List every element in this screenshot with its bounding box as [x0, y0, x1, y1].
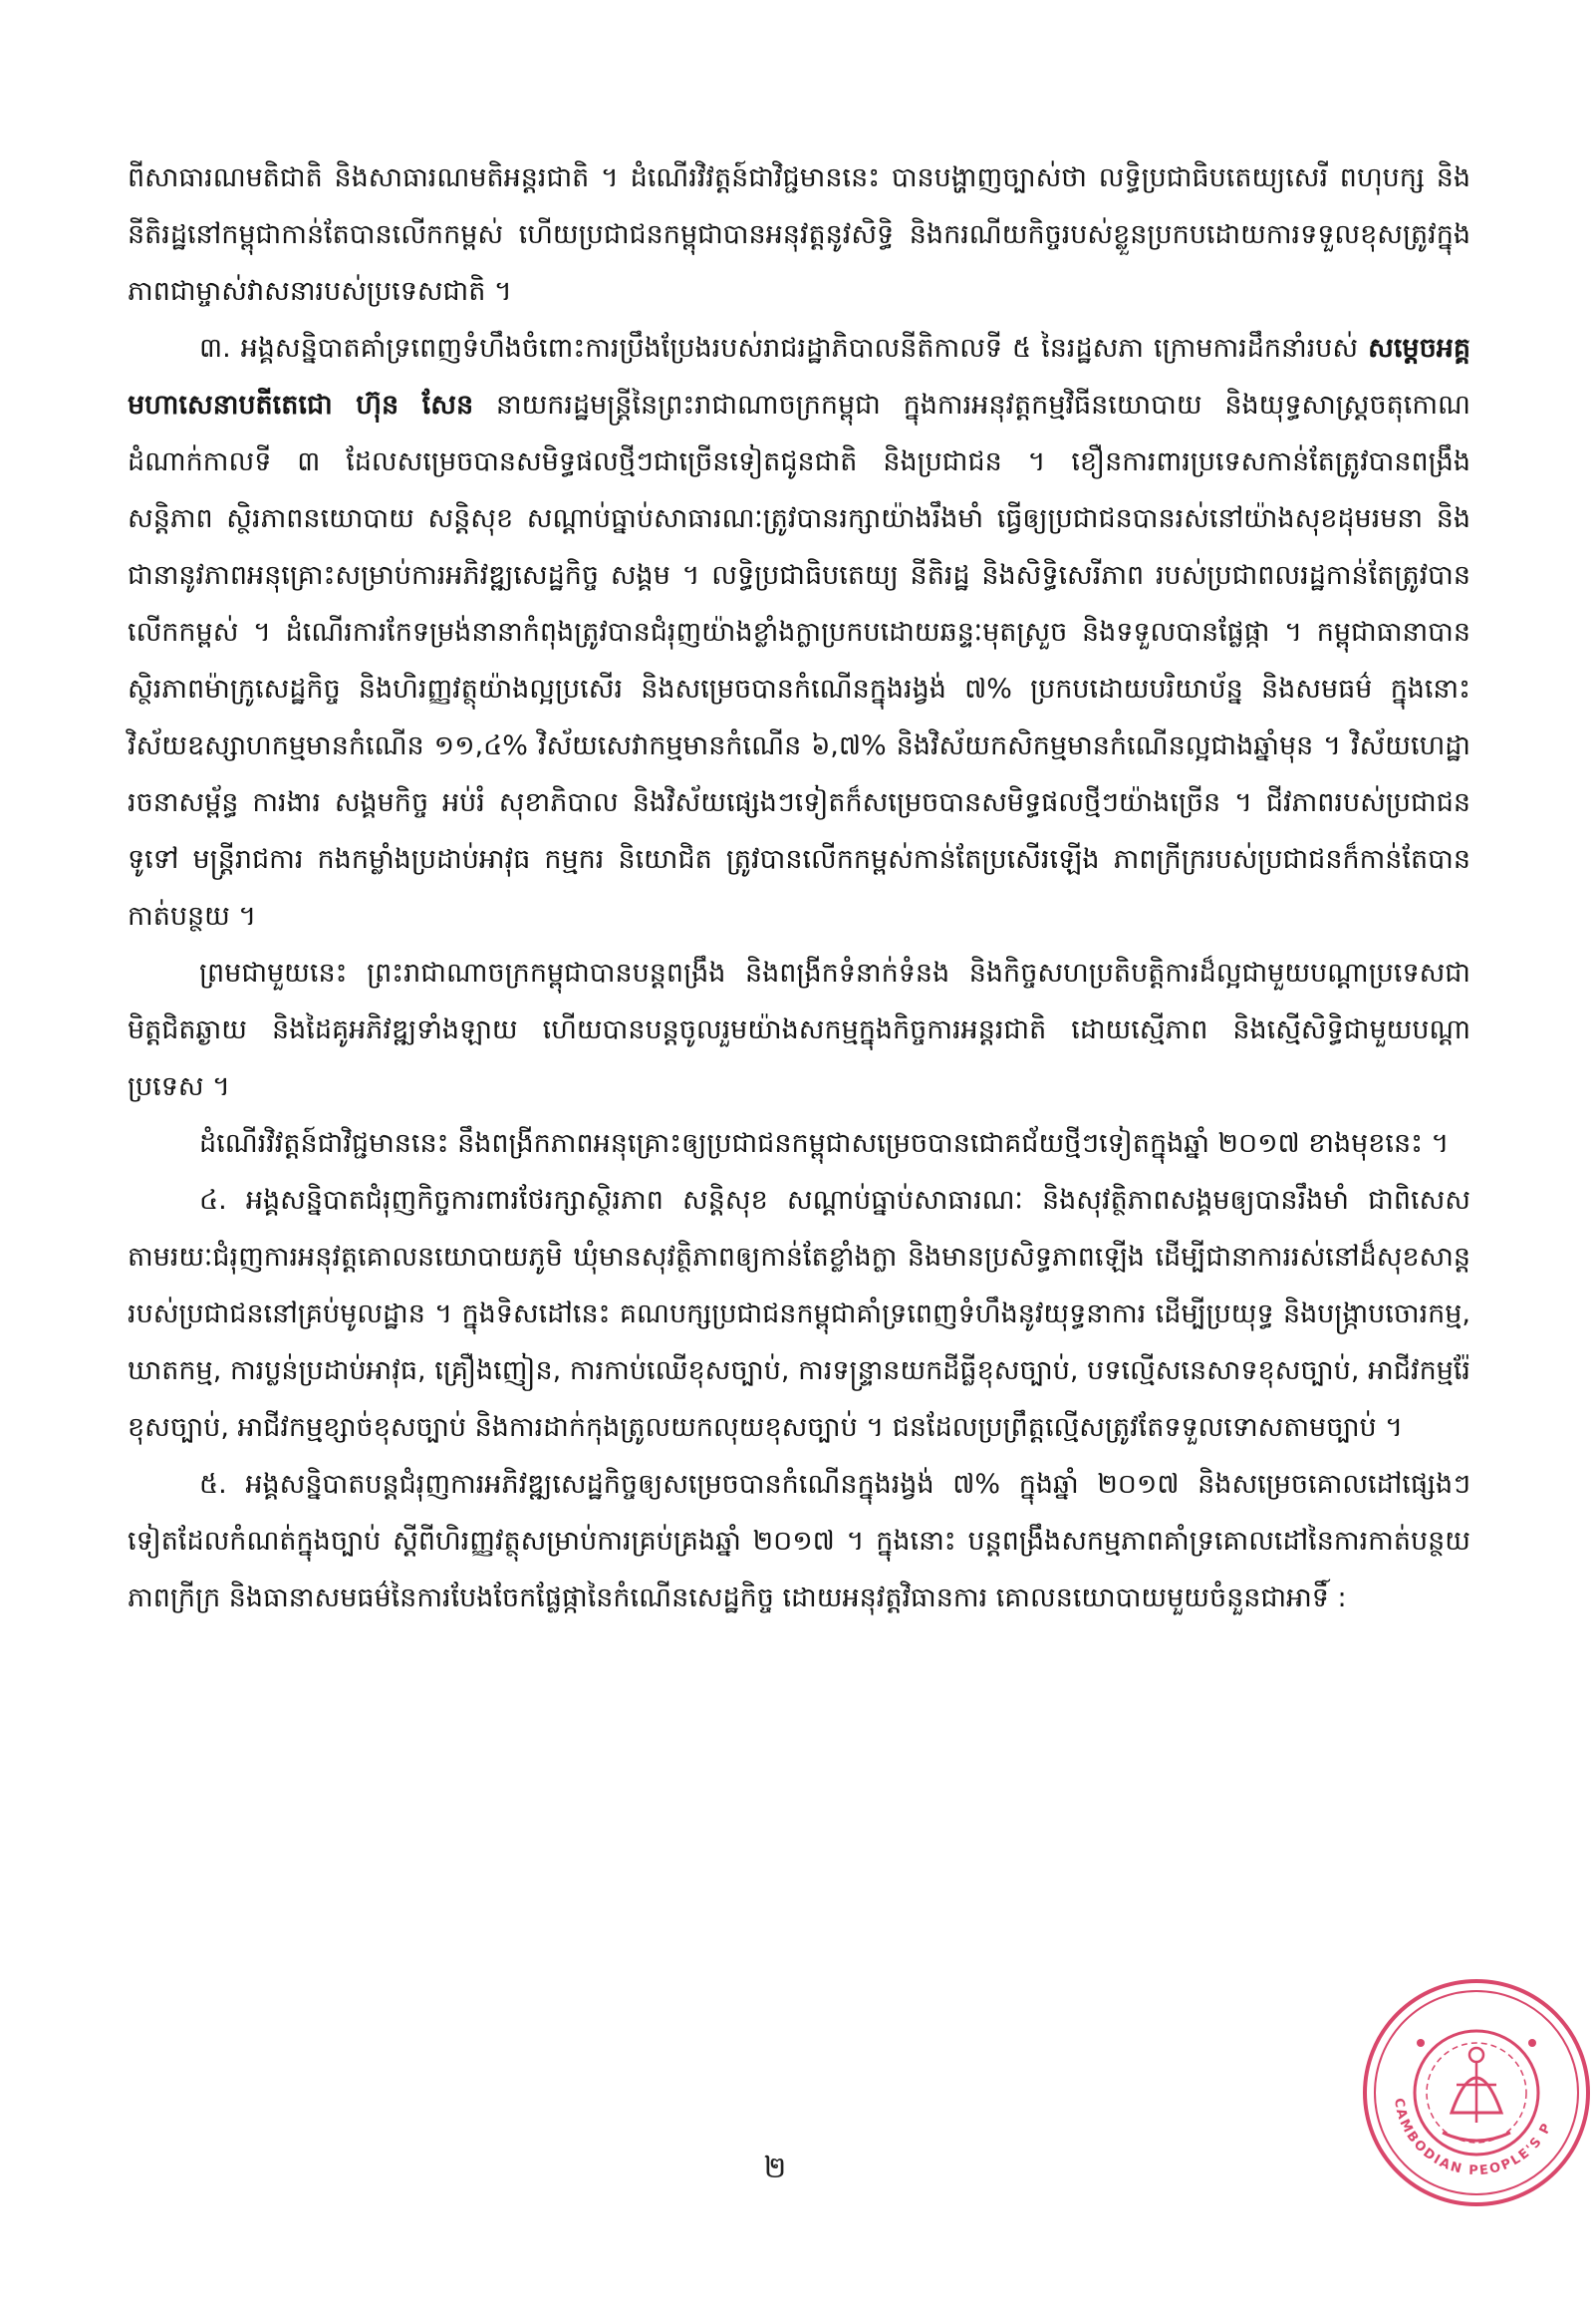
page-number: ២	[763, 2151, 787, 2185]
paragraph-4: ៤. អង្គសន្និបាតជំរុញកិច្ចការពារថែរក្សាស្ថិរភាព សន្តិសុខ សណ្តាប់ធ្នាប់សាធារណៈ និងសុវត្ថិភាពសង្គមឲ្យបានរឹងមាំ ជាពិសេសតាមរយៈជំរុញការអនុវត្តគោលនយោបាយភូមិ ឃុំមានសុវត្ថិភាពឲ្យកាន់តែខ្លាំងក្លា និងមានប្រសិទ្ធភាពឡើង ដើម្បីជានាការរស់នៅដ៏សុខសាន្តរបស់ប្រជាជននៅគ្រប់មូលដ្ឋាន ។ ក្នុងទិសដៅនេះ គណបក្សប្រជាជនកម្ពុជាគាំទ្រពេញទំហឹងនូវយុទ្ធនាការ ដើម្បីប្រយុទ្ធ និងបង្ក្រាបចោរកម្ម, ឃាតកម្ម, ការប្លន់ប្រដាប់អាវុធ, គ្រឿងញៀន, ការកាប់ឈើខុសច្បាប់, ការទន្រ្ទានយកដីធ្លីខុសច្បាប់, បទល្មើសនេសាទខុសច្បាប់, អាជីវកម្មរ៉ែខុសច្បាប់, អាជីវកម្មខ្សាច់ខុសច្បាប់ និងការដាក់កុងត្រូលយកលុយខុសច្បាប់ ។ ជនដែលប្រព្រឹត្តល្មើសត្រូវតែទទួលទោសតាមច្បាប់ ។	[128, 1185, 1470, 1443]
paragraph-foreign-relations: ព្រមជាមួយនេះ ព្រះរាជាណាចក្រកម្ពុជាបានបន្តពង្រឹង និងពង្រីកទំនាក់ទំនង និងកិច្ចសហប្រតិបត្តិការដ៏ល្អជាមួយបណ្តាប្រទេសជាមិត្តជិតឆ្ងាយ និងដៃគូអភិវឌ្ឍទាំងឡាយ ហើយបានបន្តចូលរួមយ៉ាងសកម្មក្នុងកិច្ចការអន្តរជាតិ ដោយស្មើភាព និងស្មើសិទ្ធិជាមួយបណ្តាប្រទេស ។	[128, 958, 1470, 1102]
bold-name: សម្តេចអគ្គមហាសេនាបតីតេជោ ហ៊ុន សែន	[128, 333, 1470, 421]
seal-text: CAMBODIAN PEOPLE'S P	[1391, 2097, 1556, 2179]
body-text	[128, 149, 1470, 1626]
paragraph-outlook: ដំណើរវិវត្តន៍ជាវិជ្ជមាននេះ នឹងពង្រីកភាពអនុគ្រោះឲ្យប្រជាជនកម្ពុជាសម្រេចបានជោគជ័យថ្មីៗទៀតក្នុងឆ្នាំ ២០១៧ ខាងមុខនេះ ។	[199, 1128, 1450, 1159]
party-seal-icon	[1357, 1973, 1596, 2212]
paragraph-3: ៣. អង្គសន្និបាតគាំទ្រពេញទំហឹងចំពោះការប្រឹងប្រែងរបស់រាជរដ្ឋាភិបាលនីតិកាលទី ៥ នៃរដ្ឋសភា ក្រោមការដឹកនាំរបស់ សម្តេចអគ្គមហាសេនាបតីតេជោ ហ៊ុន សែន នាយករដ្ឋមន្ត្រីនៃព្រះរាជាណាចក្រកម្ពុជា ក្នុងការអនុវត្តកម្មវិធីនយោបាយ និងយុទ្ធសាស្ត្រចតុកោណដំណាក់កាលទី ៣ ដែលសម្រេចបានសមិទ្ធផលថ្មីៗជាច្រើនទៀតជូនជាតិ និងប្រជាជន ។ ខឿនការពារប្រទេសកាន់តែត្រូវបានពង្រឹង សន្តិភាព ស្ថិរភាពនយោបាយ សន្តិសុខ សណ្តាប់ធ្នាប់សាធារណៈត្រូវបានរក្សាយ៉ាងរឹងមាំ ធ្វើឲ្យប្រជាជនបានរស់នៅយ៉ាងសុខដុមរមនា និងជានានូវភាពអនុគ្រោះសម្រាប់ការអភិវឌ្ឍសេដ្ឋកិច្ច សង្គម ។ លទ្ធិប្រជាធិបតេយ្យ នីតិរដ្ឋ និងសិទ្ធិសេរីភាព របស់ប្រជាពលរដ្ឋកាន់តែត្រូវបានលើកកម្ពស់ ។ ដំណើរការកែទម្រង់នានាកំពុងត្រូវបានជំរុញយ៉ាងខ្លាំងក្លាប្រកបដោយឆន្ទៈមុតស្រួច និងទទួលបានផ្លែផ្កា ។ កម្ពុជាធានាបានស្ថិរភាពម៉ាក្រូសេដ្ឋកិច្ច និងហិរញ្ញវត្ថុយ៉ាងល្អប្រសើរ និងសម្រេចបានកំណើនក្នុងរង្វង់ ៧% ប្រកបដោយបរិយាប័ន្ន និងសមធម៌ ក្នុងនោះវិស័យឧស្សាហកម្មមានកំណើន ១១,៤% វិស័យសេវាកម្មមានកំណើន ៦,៧% និងវិស័យកសិកម្មមានកំណើនល្អជាងឆ្នាំមុន ។ វិស័យហេដ្ឋារចនាសម្ព័ន្ធ ការងារ សង្គមកិច្ច អប់រំ សុខាភិបាល និងវិស័យផ្សេងៗទៀតក៏សម្រេចបានសមិទ្ធផលថ្មីៗយ៉ាងច្រើន ។ ជីវភាពរបស់ប្រជាជនទូទៅ មន្ត្រីរាជការ កងកម្លាំងប្រដាប់អាវុធ កម្មករ និយោជិត ត្រូវបានលើកកម្ពស់កាន់តែប្រសើរឡើង ភាពក្រីក្ររបស់ប្រជាជនក៏កាន់តែបានកាត់បន្ថយ ។	[128, 333, 1470, 932]
paragraph-5: ៥. អង្គសន្និបាតបន្តជំរុញការអភិវឌ្ឍសេដ្ឋកិច្ចឲ្យសម្រេចបានកំណើនក្នុងរង្វង់ ៧% ក្នុងឆ្នាំ ២០១៧ និងសម្រេចគោលដៅផ្សេងៗទៀតដែលកំណត់ក្នុងច្បាប់ ស្តីពីហិរញ្ញវត្ថុសម្រាប់ការគ្រប់គ្រងឆ្នាំ ២០១៧ ។ ក្នុងនោះ បន្តពង្រឹងសកម្មភាពគាំទ្រគោលដៅនៃការកាត់បន្ថយភាពក្រីក្រ និងធានាសមធម៌នៃការបែងចែកផ្លែផ្កានៃកំណើនសេដ្ឋកិច្ច ដោយអនុវត្តវិធានការ គោលនយោបាយមួយចំនួនជាអាទិ៍ :	[128, 1469, 1470, 1613]
paragraph-1: ពីសាធារណមតិជាតិ និងសាធារណមតិអន្តរជាតិ ។ ដំណើរវិវត្តន៍ជាវិជ្ជមាននេះ បានបង្ហាញច្បាស់ថា លទ្ធិប្រជាធិបតេយ្យសេរី ពហុបក្ស និងនីតិរដ្ឋនៅកម្ពុជាកាន់តែបានលើកកម្ពស់ ហើយប្រជាជនកម្ពុជាបានអនុវត្តនូវសិទ្ធិ និងករណីយកិច្ចរបស់ខ្លួនប្រកបដោយការទទួលខុសត្រូវក្នុងភាពជាម្ចាស់វាសនារបស់ប្រទេសជាតិ ។	[128, 162, 1470, 307]
